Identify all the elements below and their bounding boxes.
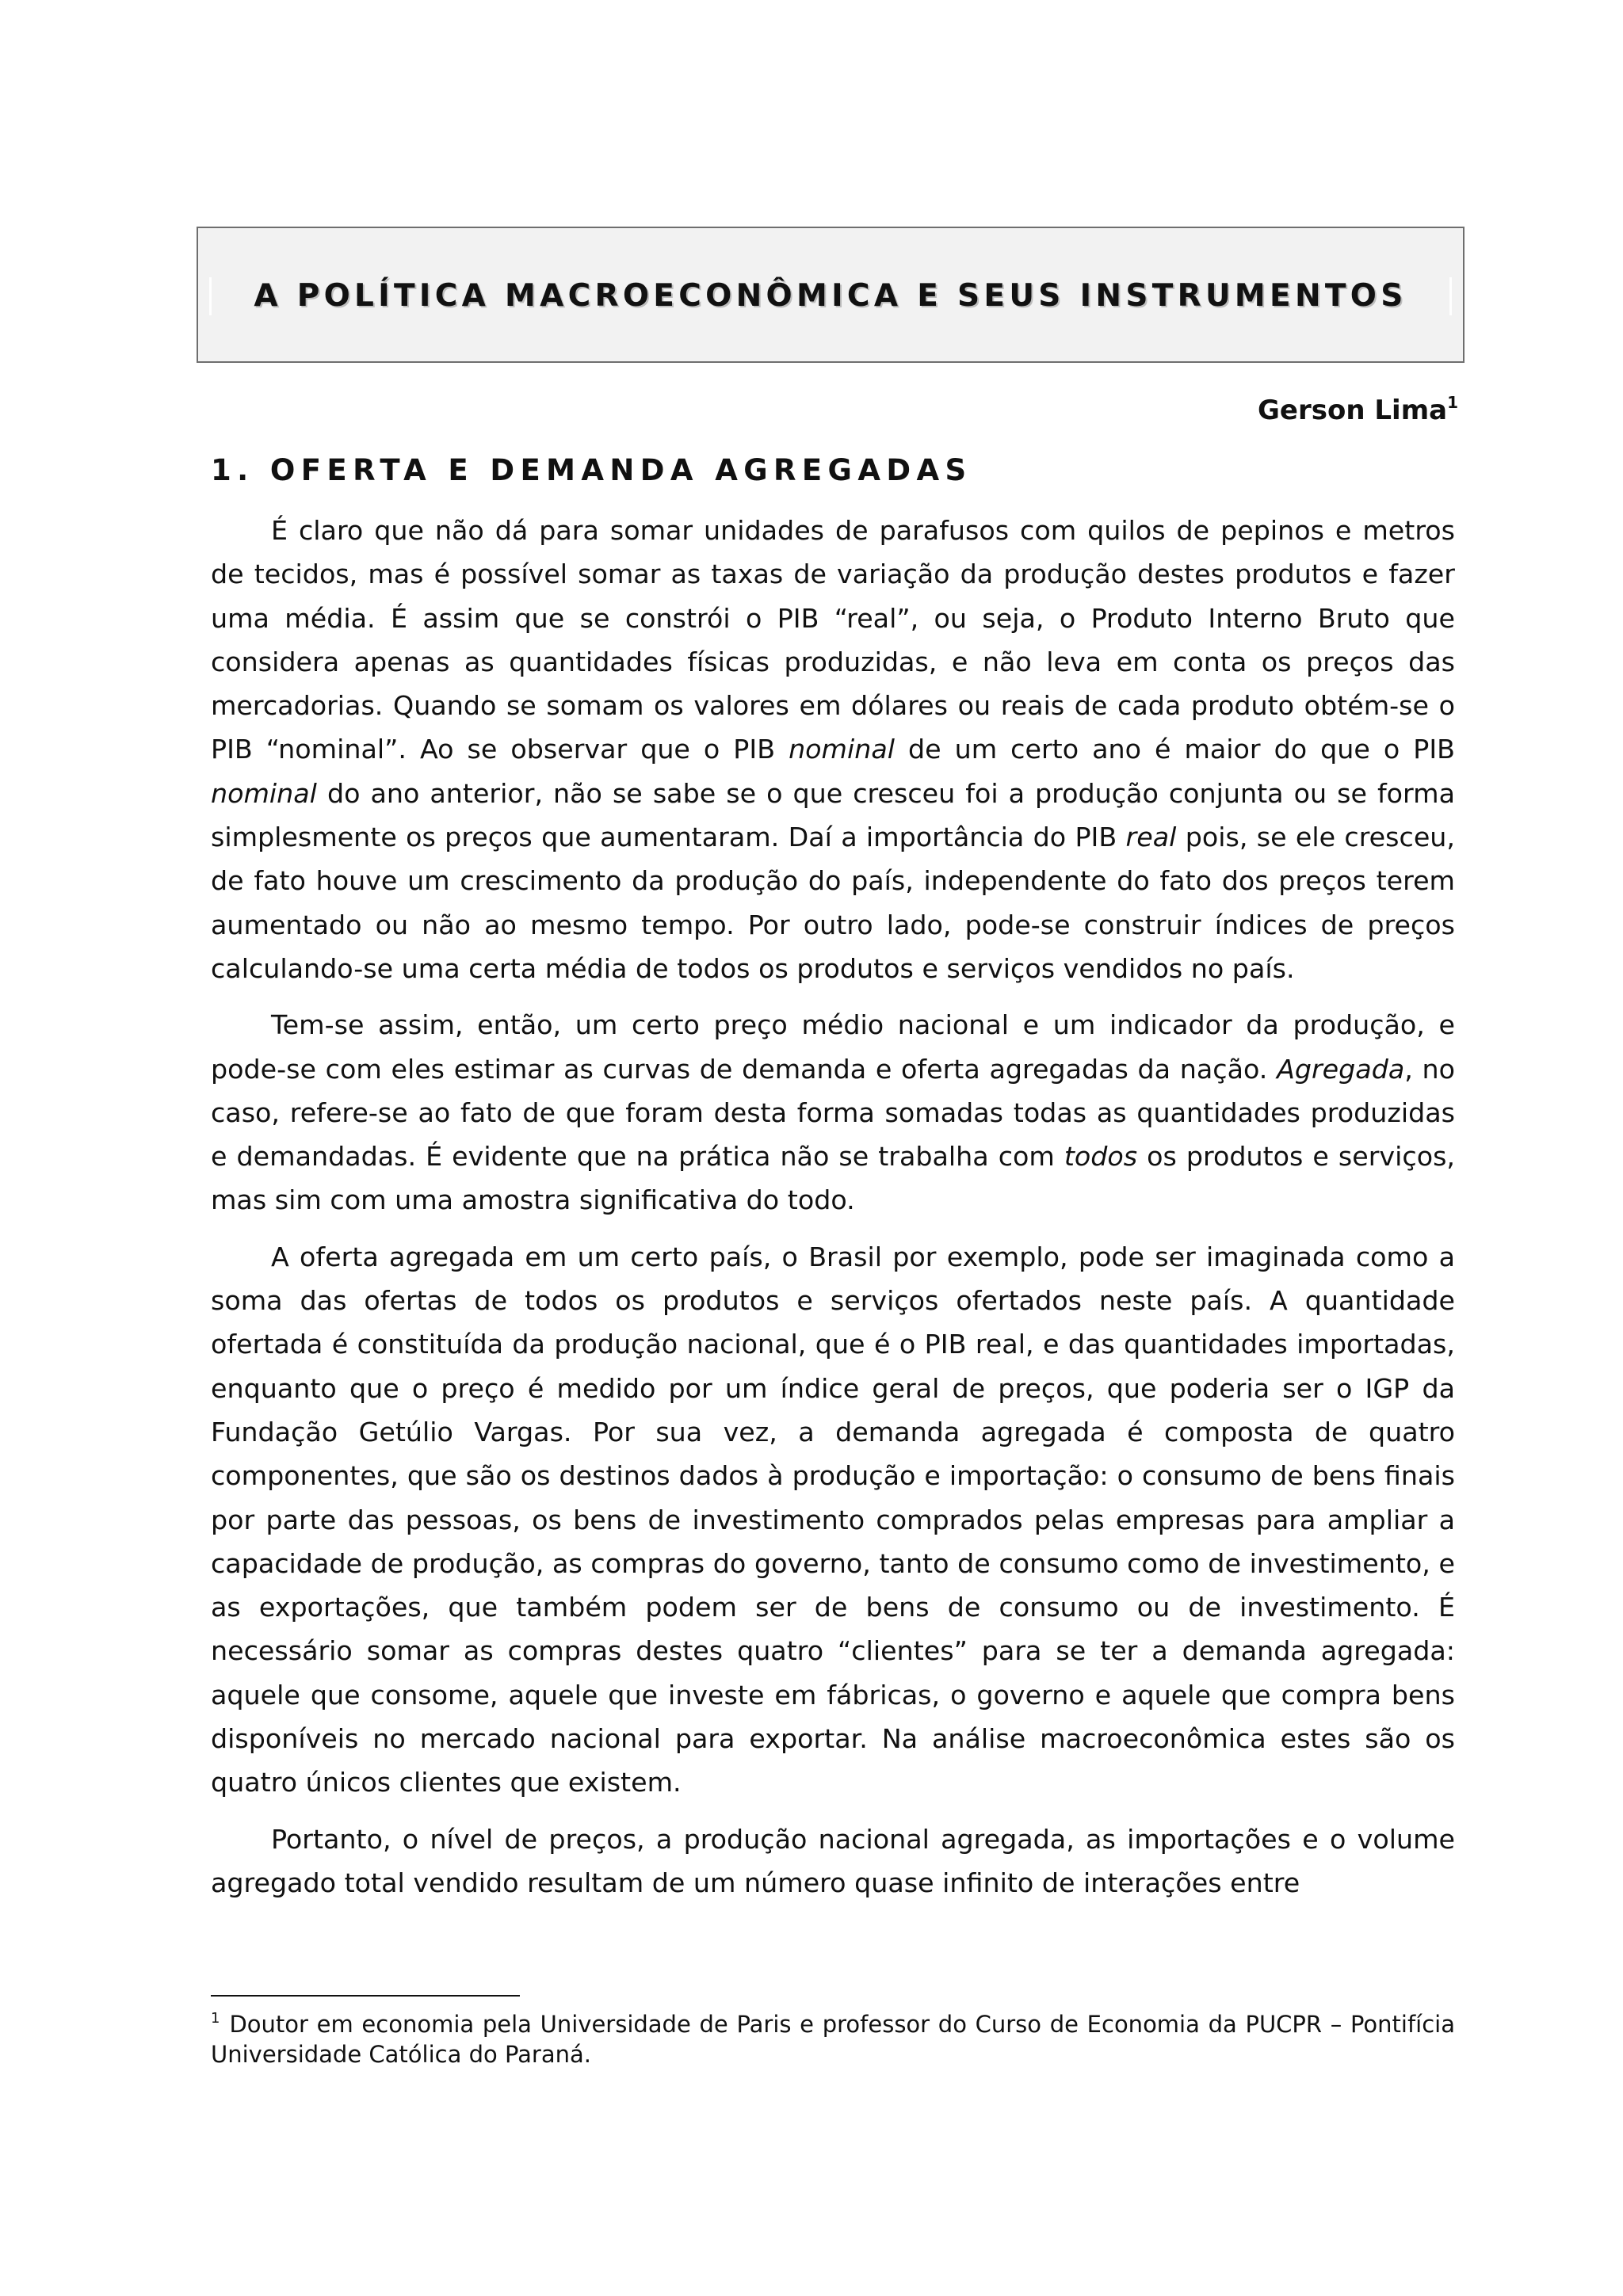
italic-text: todos bbox=[1064, 1141, 1138, 1173]
text-run: os produtos e serviços, mas sim com uma amostra significativa do todo. bbox=[211, 1141, 1455, 1216]
text-run: do ano anterior, não se sabe se o que cresceu foi a produção conjunta ou se forma simplesmente os preços que aumentaram. Daí a importância do PIB bbox=[211, 777, 1455, 853]
paragraph bbox=[211, 1817, 1455, 1905]
text-run: É claro que não dá para somar unidades de parafusos com quilos de pepinos e metros de tecidos, mas é possível somar as taxas de variação da produção destes produtos e fazer uma média. É assim que se constrói o PIB “real”, ou seja, o Produto Interno Bruto que considera apenas as quantidades físicas produzidas, e não leva em conta os preços das mercadorias. Quando se somam os valores em dólares ou reais de cada produto obtém-se o PIB “nominal”. Ao se observar que o PIB bbox=[211, 515, 1455, 765]
paragraph bbox=[211, 1003, 1455, 1222]
italic-text: real bbox=[1125, 822, 1177, 853]
footnote-divider bbox=[211, 1995, 520, 1997]
text-run: pois, se ele cresceu, de fato houve um crescimento da produção do país, independente do fato dos preços terem aumentado ou não ao mesmo tempo. Por outro lado, pode-se construir índices de preços calculando-se uma certa média de todos os produtos e serviços vendidos no país. bbox=[211, 822, 1455, 984]
footnote-mark: 1 bbox=[211, 2010, 220, 2027]
title-box bbox=[197, 227, 1465, 363]
italic-text: nominal bbox=[789, 734, 895, 765]
author-line bbox=[1258, 393, 1458, 428]
author-name: Gerson Lima bbox=[1258, 395, 1448, 426]
text-run: Tem-se assim, então, um certo preço médio nacional e um indicador da produção, e pode-se com eles estimar as curvas de demanda e oferta agregadas da nação. bbox=[211, 1009, 1455, 1085]
paragraph bbox=[211, 1235, 1455, 1805]
text-run: , no caso, refere-se ao fato de que foram desta forma somadas todas as quantidades produzidas e demandadas. É evidente que na prática não se trabalha com bbox=[211, 1053, 1455, 1173]
text-run: de um certo ano é maior do que o PIB bbox=[894, 734, 1455, 765]
document-title: A POLÍTICA MACROECONÔMICA E SEUS INSTRUMENTOS bbox=[209, 277, 1452, 315]
italic-text: Agregada bbox=[1277, 1053, 1405, 1085]
footnote-text: Doutor em economia pela Universidade de Paris e professor do Curso de Economia da PUCPR – Pontifícia Universidade Católica do Paraná. bbox=[211, 2011, 1455, 2068]
paragraph bbox=[211, 509, 1455, 990]
footnote bbox=[211, 2009, 1455, 2069]
italic-text: nominal bbox=[211, 777, 317, 809]
author-footnote-mark[interactable]: 1 bbox=[1447, 393, 1458, 412]
text-run: A oferta agregada em um certo país, o Brasil por exemplo, pode ser imaginada como a soma das ofertas de todos os produtos e serviços ofertados neste país. A quantidade ofertada é constituída da produção nacional, que é o PIB real, e das quantidades importadas, enquanto que o preço é medido por um índice geral de preços, que poderia ser o IGP da Fundação Getúlio Vargas. Por sua vez, a demanda agregada é composta de quatro componentes, que são os destinos dados à produção e importação: o consumo de bens finais por parte das pessoas, os bens de investimento comprados pelas empresas para ampliar a capacidade de produção, as compras do governo, tanto de consumo como de investimento, e as exportações, que também podem ser de bens de consumo ou de investimento. É necessário somar as compras destes quatro “clientes” para se ter a demanda agregada: aquele que consome, aquele que investe em fábricas, o governo e aquele que compra bens disponíveis no mercado nacional para exportar. Na análise macroeconômica estes são os quatro únicos clientes que existem. bbox=[211, 1241, 1455, 1798]
body-text bbox=[211, 509, 1455, 1905]
section-heading: 1. OFERTA E DEMANDA AGREGADAS bbox=[211, 453, 972, 487]
text-run: Portanto, o nível de preços, a produção nacional agregada, as importações e o volume agregado total vendido resultam de um número quase infinito de interações entre bbox=[211, 1823, 1455, 1898]
